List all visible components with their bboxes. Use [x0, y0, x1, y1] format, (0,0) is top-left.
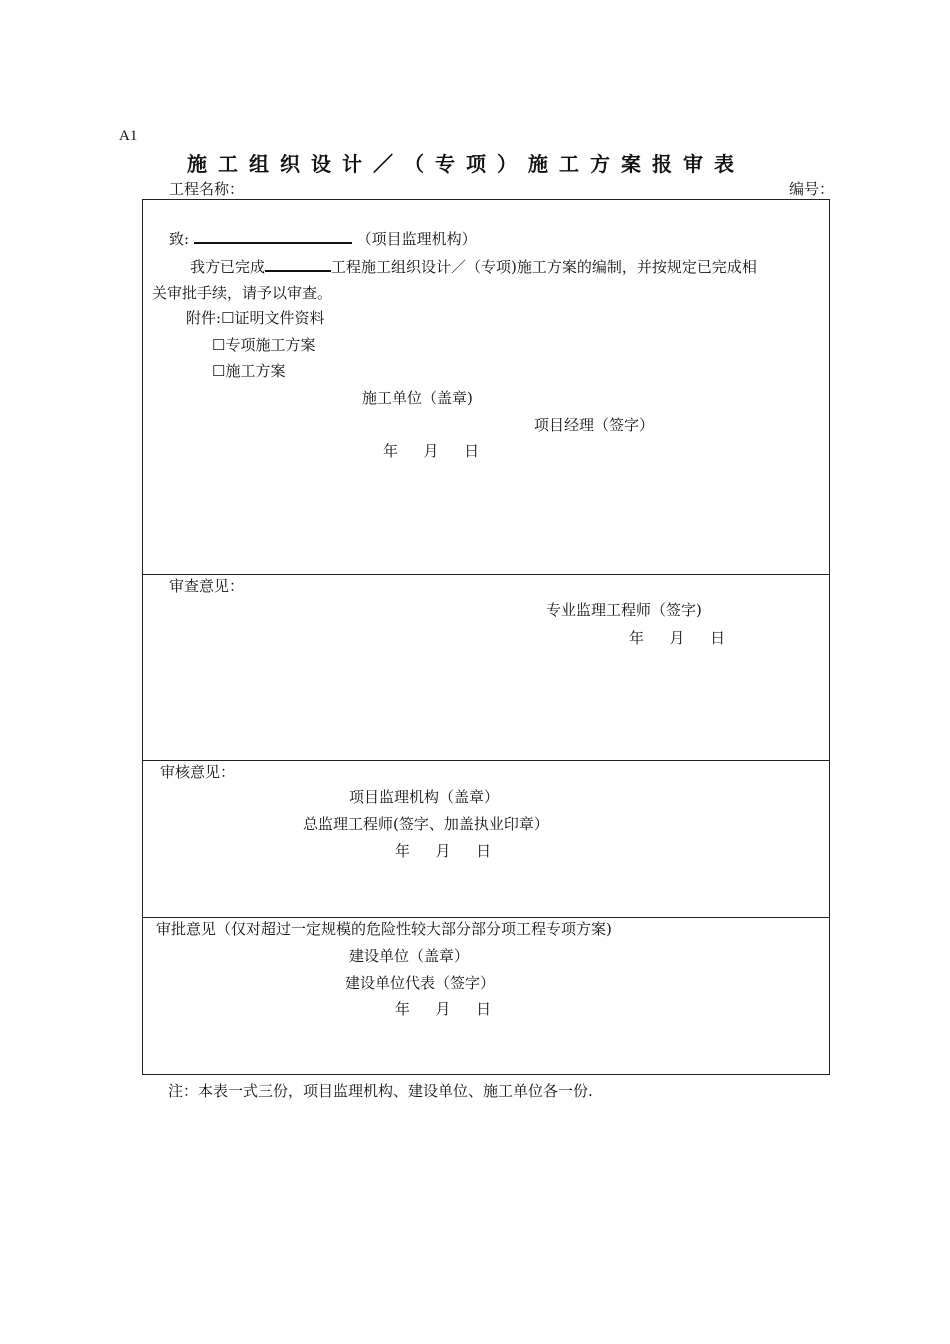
owner-representative-signature: 建设单位代表（签字）: [345, 974, 496, 992]
supervision-org-blank[interactable]: [194, 227, 352, 244]
owner-seal: 建设单位（盖章）: [349, 947, 470, 965]
specialist-engineer-signature: 专业监理工程师（签字): [546, 601, 702, 619]
date-line: 年 月 日: [395, 1000, 492, 1018]
body-line-2: 关审批手续，请予以审查。: [152, 284, 333, 302]
to-label: 致:: [169, 230, 190, 248]
attachments-row: [186, 307, 325, 328]
body-prefix: 我方已完成: [190, 258, 266, 276]
to-suffix: （项目监理机构）: [356, 230, 477, 248]
body-line-1: [190, 255, 757, 277]
body-suffix: 工程施工组织设计／（专项)施工方案的编制，并按规定已完成相: [331, 258, 757, 276]
form-code: A1: [119, 128, 138, 144]
approval-opinion-label: 审批意见（仅对超过一定规模的危险性较大部分部分项工程专项方案): [156, 920, 612, 938]
project-blank[interactable]: [265, 255, 331, 272]
chief-engineer-signature: 总监理工程师(签字、加盖执业印章）: [303, 815, 549, 833]
form-title: 施工组织设计／（专项）施工方案报审表: [187, 152, 745, 176]
form-table: [142, 199, 830, 1075]
review-opinion-label: 审查意见：: [169, 577, 245, 595]
project-name-label: 工程名称：: [169, 180, 245, 198]
divider: [143, 760, 829, 761]
date-line: 年 月 日: [395, 842, 492, 860]
attachment-checkbox-special-plan[interactable]: ☐专项施工方案: [212, 336, 316, 354]
supervision-org-seal: 项目监理机构（盖章）: [349, 788, 500, 806]
attachment-checkbox-certificates[interactable]: ☐证明文件资料: [221, 309, 325, 327]
date-line: 年 月 日: [383, 442, 480, 460]
date-line: 年 月 日: [629, 629, 726, 647]
project-manager-signature: 项目经理（签字）: [534, 416, 655, 434]
footnote: 注：本表一式三份，项目监理机构、建设单位、施工单位各一份.: [168, 1082, 593, 1100]
audit-opinion-label: 审核意见：: [160, 763, 236, 781]
contractor-seal: 施工单位（盖章): [362, 389, 473, 407]
serial-number-label: 编号：: [789, 180, 835, 198]
addressee-line: [169, 227, 477, 249]
attachments-label: 附件:: [186, 309, 222, 327]
divider: [143, 574, 829, 575]
attachment-checkbox-construction-plan[interactable]: ☐施工方案: [212, 362, 286, 380]
